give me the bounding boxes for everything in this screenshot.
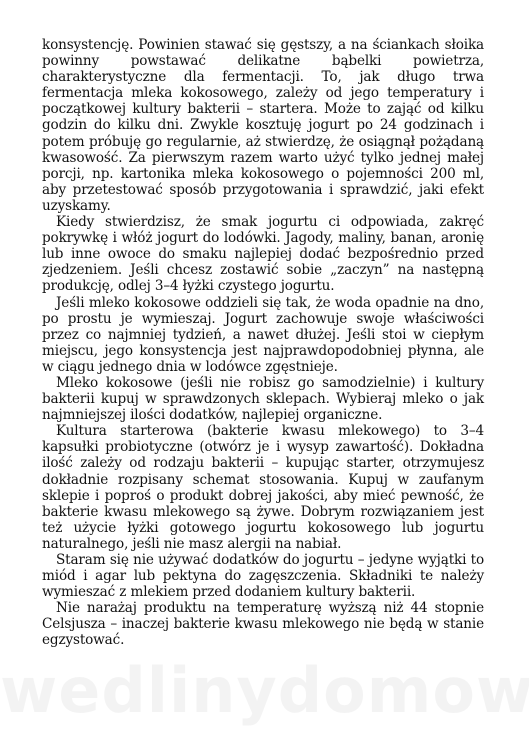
paragraph-additives: Staram się nie używać dodatków do jogurtu – jedyne wyjątki to miód i agar lub pektyna do zagęszczenia. Składniki te należy wymieszać z mlekiem przed dodaniem kultury bakterii.: [42, 552, 484, 601]
watermark: [0, 654, 529, 727]
paragraph-starter-culture: Kultura starterowa (bakterie kwasu mlekowego) to 3–4 kapsułki probiotyczne (otwórz je i wysyp zawartość). Dokładna ilość zależy od rodzaju bakterii – kupując starter, otrzymujesz dokładnie rozpisany schemat stosowania. Kupuj w zaufanym sklepie i poproś o produkt dobrej jakości, aby mieć pewność, że bakterie kwasu mlekowego są żywe. Dobrym rozwiązaniem jest też użycie łyżki gotowego jogurtu kokosowego lub jogurtu naturalnego, jeśli nie masz alergii na nabiał.: [42, 423, 484, 552]
paragraph-buying: Mleko kokosowe (jeśli nie robisz go samodzielnie) i kultury bakterii kupuj w sprawdzonych sklepach. Wybieraj mleko o jak najmniejszej ilości dodatków, najlepiej organiczne.: [42, 374, 484, 424]
paragraph-continuation: konsystencję. Powinien stawać się gęstszy, a na ściankach słoika powinny powstawać delikatne bąbelki powietrza, charakterystyczne dla fermentacji. To, jak długo trwa fermentacja mleka kokosowego, zależy od jego temperatury i początkowej kultury bakterii – startera. Może to zająć od kilku godzin do kilku dni. Zwykle kosztuję jogurt po 24 godzinach i potem próbuję go regularnie, aż stwierdzę, że osiągnął pożądaną kwasowość. Za pierwszym razem warto użyć tylko jednej małej porcji, np. kartonika mleka kokosowego o pojemności 200 ml, aby przetestować sposób przygotowania i sprawdzić, jaki efekt uzyskamy.: [42, 37, 484, 214]
paragraph-separation: Jeśli mleko kokosowe oddzieli się tak, że woda opadnie na dno, po prostu je wymieszaj. Jogurt zachowuje swoje właściwości przez co najmniej tydzień, a nawet dłużej. Jeśli stoi w ciepłym miejscu, jego konsystencja jest najprawdopodobniej płynna, ale w ciągu jednego dnia w lodówce zgęstnieje.: [42, 294, 484, 375]
paragraph-taste-storage: Kiedy stwierdzisz, że smak jogurtu ci odpowiada, zakręć pokrywkę i włóż jogurt do lodówki. Jagody, maliny, banan, aronię lub inne owoce do smaku najlepiej dodać bezpośrednio przed zjedzeniem. Jeśli chcesz zostawić sobie „zaczyn” na następną produkcję, odlej 3–4 łyżki czystego jogurtu.: [42, 214, 484, 295]
document-body: [42, 37, 484, 649]
paragraph-temperature: Nie narażaj produktu na temperaturę wyższą niż 44 stopnie Celsjusza – inaczej bakterie kwasu mlekowego nie będą w stanie egzystować.: [42, 600, 484, 649]
